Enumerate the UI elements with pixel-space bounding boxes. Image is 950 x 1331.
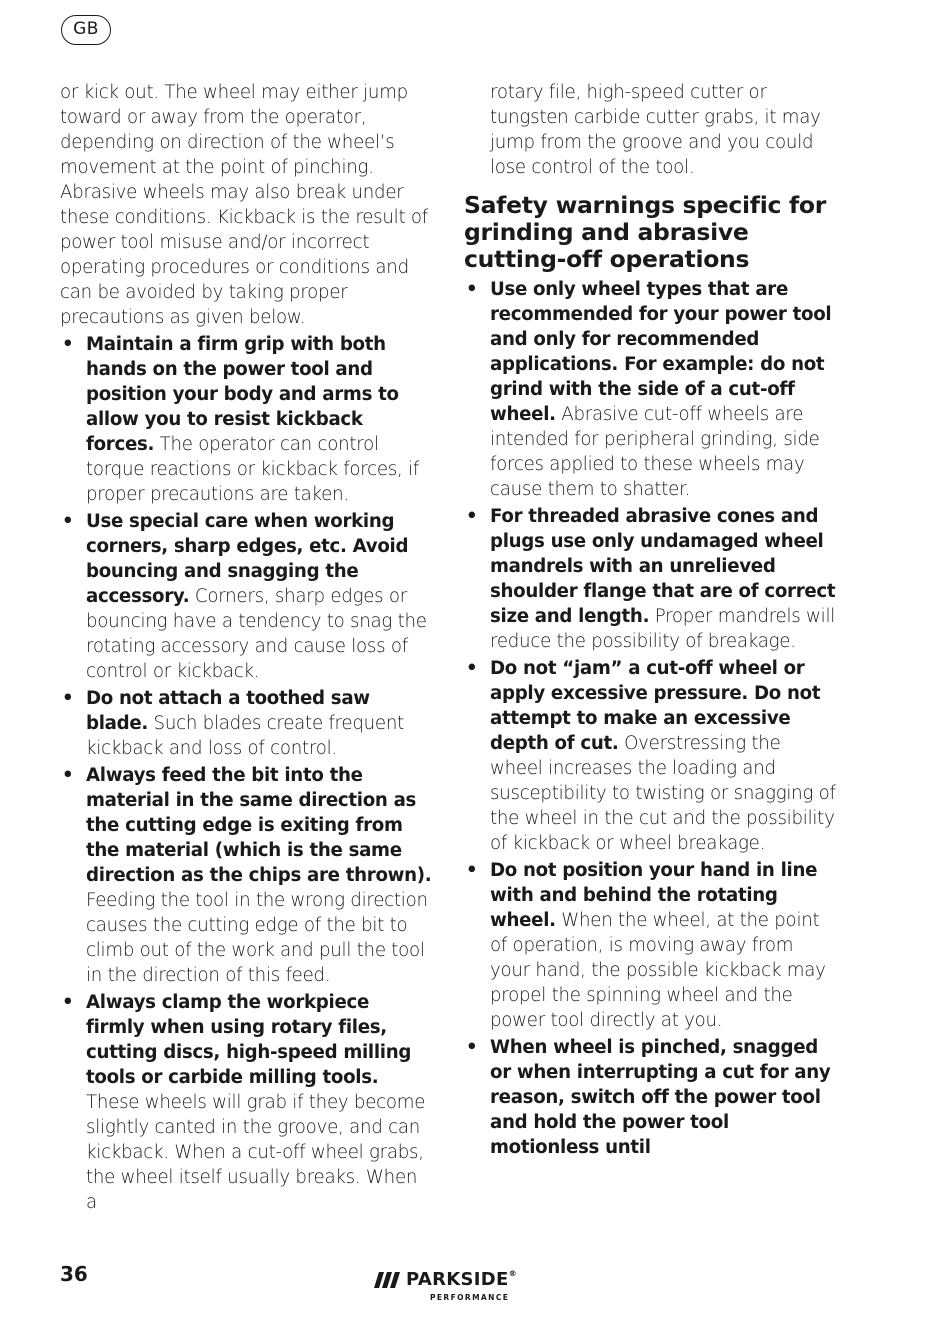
warning-text: Abrasive cut-off wheels are intended for peripheral grinding, side forces applied to these wheels may cause them to shatter. [490,404,820,500]
right-column [464,80,836,1160]
warning-text: Corners, sharp edges or bouncing have a tendency to snag the rotating accessory and cause loss of control or kickback. [86,586,427,682]
warning-lead: Do not attach a toothed saw blade. [86,688,370,734]
list-item [60,763,432,988]
continuation-paragraph: rotary file, high-speed cutter or tungsten carbide cutter grabs, it may jump from the groove and you could lose control of the tool. [490,82,821,178]
list-item [60,990,432,1215]
list-item [60,686,432,761]
warning-lead: Use only wheel types that are recommended for your power tool and only for recommended applications. For example: do not grind with the side of a cut-off wheel. [490,279,832,425]
warning-text: Such blades create frequent kickback and loss of control. [86,713,404,759]
bullet: • [62,334,74,355]
bullet: • [466,860,478,881]
warning-lead: Use special care when working corners, sharp edges, etc. Avoid bouncing and snagging the accessory. [86,511,409,607]
list-item [464,277,836,502]
warning-lead: For threaded abrasive cones and plugs use only undamaged wheel mandrels with an unrelieved shoulder flange that are of correct size and length. [490,506,836,627]
warning-text: Proper mandrels will reduce the possibility of breakage. [490,606,836,652]
warning-text: Overstressing the wheel increases the loading and susceptibility to twisting or snagging of the wheel in the cut and the possibility of kickback or wheel breakage. [490,733,836,854]
warning-lead: Do not “jam” a cut-off wheel or apply excessive pressure. Do not attempt to make an excessive depth of cut. [490,658,821,754]
list-item [464,858,836,1033]
bullet: • [62,511,74,532]
warning-lead: Always clamp the workpiece firmly when using rotary files, cutting discs, high-speed milling tools or carbide milling tools. [86,992,412,1088]
bullet: • [466,506,478,527]
list-item [60,332,432,507]
language-badge: GB [61,15,111,45]
list-item [60,509,432,684]
brand-name: PARKSIDE® [406,1269,517,1290]
bullet: • [62,688,74,709]
section-heading: Safety warnings specific for grinding and abrasive cutting-off operations [464,191,827,273]
page-number: 36 [60,1262,88,1286]
warning-lead: Always feed the bit into the material in the same direction as the cutting edge is exiting from the material (which is the same direction as the chips are thrown). [86,765,432,886]
warning-text: The operator can control torque reactions or kickback forces, if proper precautions are taken. [86,434,420,505]
warning-lead: Maintain a firm grip with both hands on the power tool and position your body and arms to allow you to resist kickback forces. [86,334,399,455]
right-warning-list [464,277,836,1160]
list-item [464,656,836,856]
brand-subline: PERFORMANCE [430,1293,510,1302]
intro-paragraph: or kick out. The wheel may either jump toward or away from the operator, depending on direction of the wheel’s movement at the point of pinching. Abrasive wheels may also break under these conditions. Kickback is the result of power tool misuse and/or incorrect operating procedures or conditions and can be avoided by taking proper precautions as given below. [60,82,428,328]
warning-lead: Do not position your hand in line with and behind the rotating wheel. [490,860,818,931]
list-item [464,504,836,654]
bullet: • [466,279,478,300]
left-column [60,80,432,1215]
warning-text: These wheels will grab if they become slightly canted in the groove, and can kickback. When a cut-off wheel grabs, the wheel itself usually breaks. When a [86,1092,426,1213]
warning-text: When the wheel, at the point of operation, is moving away from your hand, the possible kickback may propel the spinning wheel and the power tool directly at you. [490,910,826,1031]
logo-slashes-icon [374,1272,402,1288]
left-warning-list [60,332,432,1215]
warning-text: Feeding the tool in the wrong direction causes the cutting edge of the bit to climb out of the work and pull the tool in the direction of this feed. [86,890,428,986]
bullet: • [62,765,74,786]
list-item [464,1035,836,1160]
brand-logo [374,1268,524,1304]
bullet: • [466,658,478,679]
bullet: • [466,1037,478,1058]
bullet: • [62,992,74,1013]
warning-lead: When wheel is pinched, snagged or when interrupting a cut for any reason, switch off the power tool and hold the power tool motionless until [490,1037,831,1158]
